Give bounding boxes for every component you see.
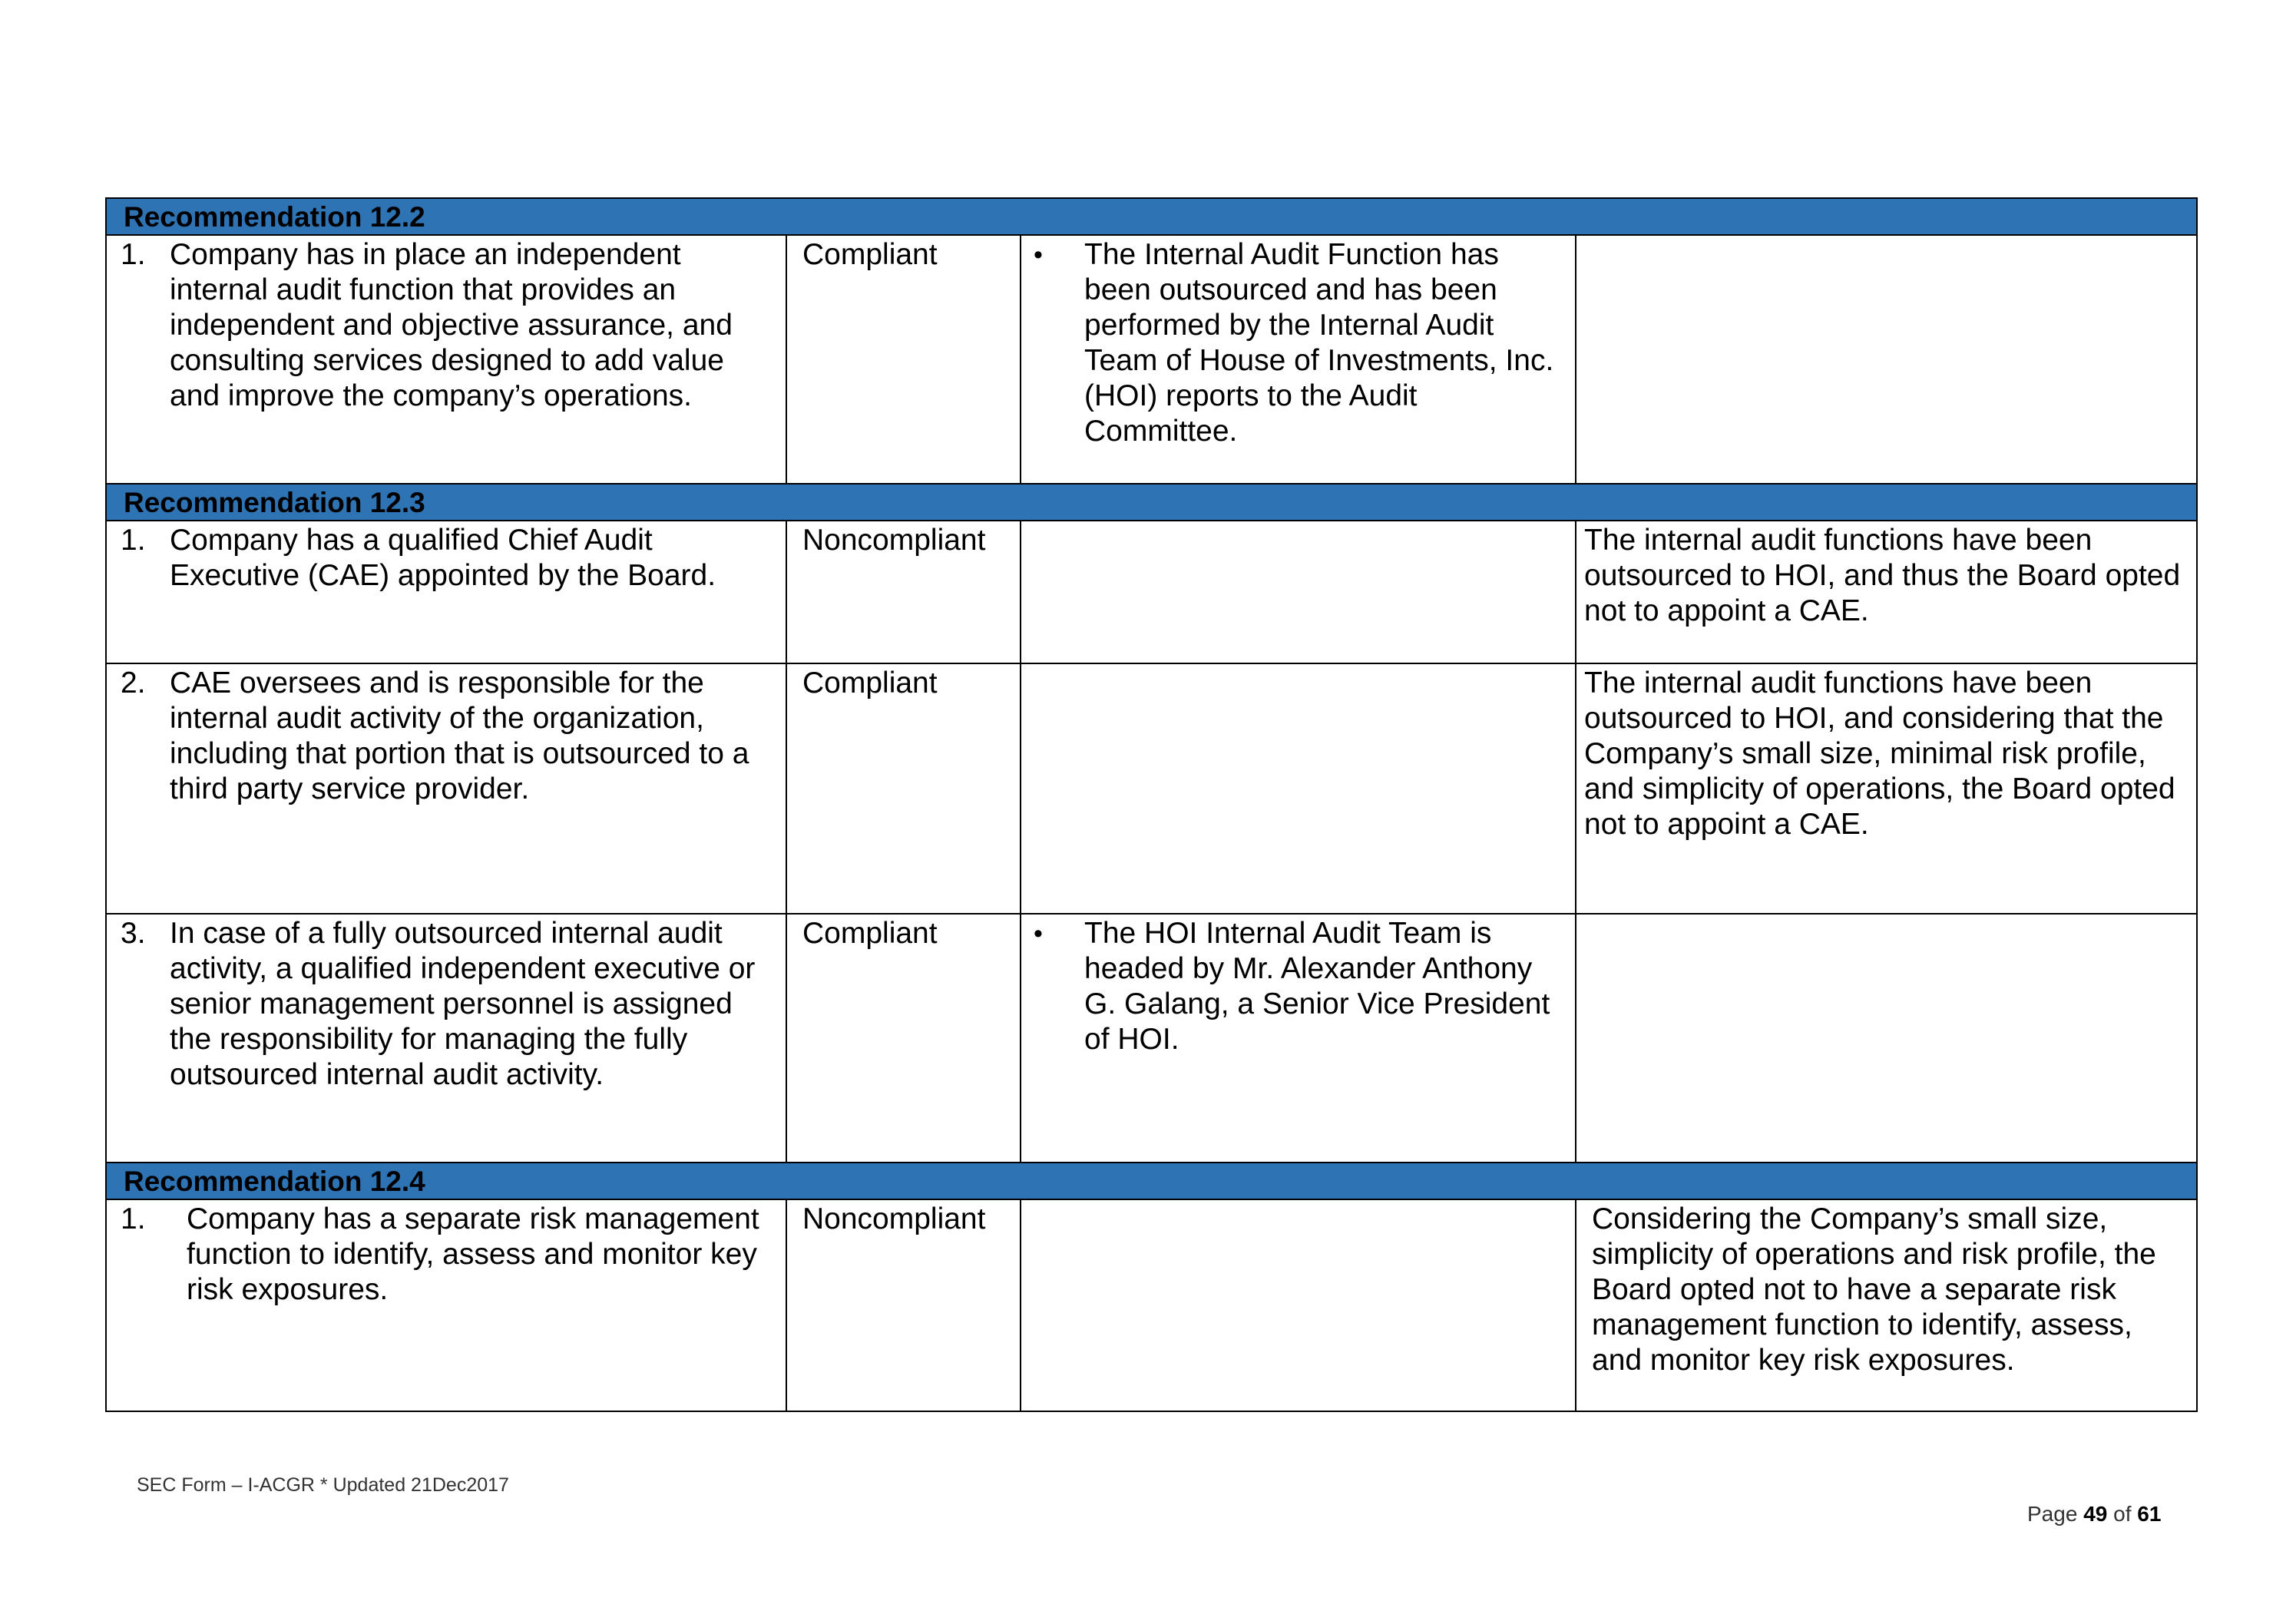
explanation-text <box>1576 236 2196 237</box>
details-cell <box>1021 663 1576 914</box>
item-number: 3. <box>121 917 146 950</box>
compliance-status-cell <box>786 1199 1021 1411</box>
item-number: 1. <box>121 524 146 557</box>
compliance-status: Compliant <box>802 238 938 271</box>
recommendation-text-cell <box>106 521 786 663</box>
form-footer-label: SEC Form – I-ACGR * Updated 21Dec2017 <box>137 1474 509 1496</box>
compliance-status-cell <box>786 663 1021 914</box>
item-number: 1. <box>121 1202 146 1235</box>
table-row <box>106 663 2197 914</box>
recommendation-text-cell <box>106 235 786 484</box>
recommendation-title: Recommendation 12.3 <box>106 484 2197 521</box>
explanation-cell <box>1576 521 2197 663</box>
page-current: 49 <box>2083 1502 2108 1526</box>
page-of: of <box>2113 1502 2132 1526</box>
item-text: CAE oversees and is responsible for the internal audit activity of the organization, including that portion that is outsourced to a third party service provider. <box>170 666 749 805</box>
details-text: The HOI Internal Audit Team is headed by Mr. Alexander Anthony G. Galang, a Senior Vice President of HOI. <box>1084 917 1550 1056</box>
recommendation-header <box>106 198 2197 235</box>
explanation-cell <box>1576 663 2197 914</box>
explanation-cell <box>1576 914 2197 1163</box>
bullet-icon: • <box>1034 919 1043 948</box>
recommendation-title: Recommendation 12.2 <box>106 198 2197 235</box>
details-cell <box>1021 1199 1576 1411</box>
details-cell <box>1021 914 1576 1163</box>
explanation-text: The internal audit functions have been outsourced to HOI, and thus the Board opted not to appoint a CAE. <box>1584 524 2181 627</box>
explanation-text: The internal audit functions have been outsourced to HOI, and considering that the Company’s small size, minimal risk profile, and simplicity of operations, the Board opted not to appoint a CAE. <box>1584 666 2175 841</box>
item-text: Company has a separate risk management function to identify, assess and monitor key risk exposures. <box>187 1202 759 1306</box>
compliance-status-cell <box>786 521 1021 663</box>
item-number: 2. <box>121 666 146 700</box>
table-row <box>106 914 2197 1163</box>
table-row <box>106 235 2197 484</box>
compliance-status: Noncompliant <box>802 524 986 557</box>
recommendation-title: Recommendation 12.4 <box>106 1163 2197 1199</box>
recommendation-text-cell <box>106 663 786 914</box>
explanation-cell <box>1576 235 2197 484</box>
compliance-status: Compliant <box>802 917 938 950</box>
page-prefix: Page <box>2027 1502 2078 1526</box>
table-row <box>106 521 2197 663</box>
details-text: The Internal Audit Function has been outsourced and has been performed by the Internal Audit Team of House of Investments, Inc. (HOI) reports to the Audit Committee. <box>1084 238 1554 448</box>
compliance-status: Noncompliant <box>802 1202 986 1235</box>
item-number: 1. <box>121 238 146 271</box>
details-cell <box>1021 235 1576 484</box>
details-cell <box>1021 521 1576 663</box>
table-row <box>106 1199 2197 1411</box>
page-number <box>2027 1502 2161 1526</box>
item-text: Company has a qualified Chief Audit Executive (CAE) appointed by the Board. <box>170 524 716 592</box>
page-total: 61 <box>2137 1502 2162 1526</box>
item-text: In case of a fully outsourced internal audit activity, a qualified independent executive or senior management personnel is assigned the responsibility for managing the fully outsourced internal audit activity. <box>170 917 756 1091</box>
acgr-table <box>105 197 2198 1412</box>
explanation-text: Considering the Company’s small size, simplicity of operations and risk profile, the Board opted not to have a separate risk management function to identify, assess, and monitor key risk exposures. <box>1592 1202 2156 1377</box>
recommendation-header <box>106 484 2197 521</box>
recommendation-text-cell <box>106 1199 786 1411</box>
recommendation-header <box>106 1163 2197 1199</box>
explanation-cell <box>1576 1199 2197 1411</box>
explanation-text <box>1576 915 2196 916</box>
bullet-icon: • <box>1034 240 1043 270</box>
item-text: Company has in place an independent internal audit function that provides an independent and objective assurance, and consulting services designed to add value and improve the company’s operations. <box>170 238 733 412</box>
recommendation-text-cell <box>106 914 786 1163</box>
compliance-status-cell <box>786 914 1021 1163</box>
compliance-status-cell <box>786 235 1021 484</box>
compliance-status: Compliant <box>802 666 938 700</box>
